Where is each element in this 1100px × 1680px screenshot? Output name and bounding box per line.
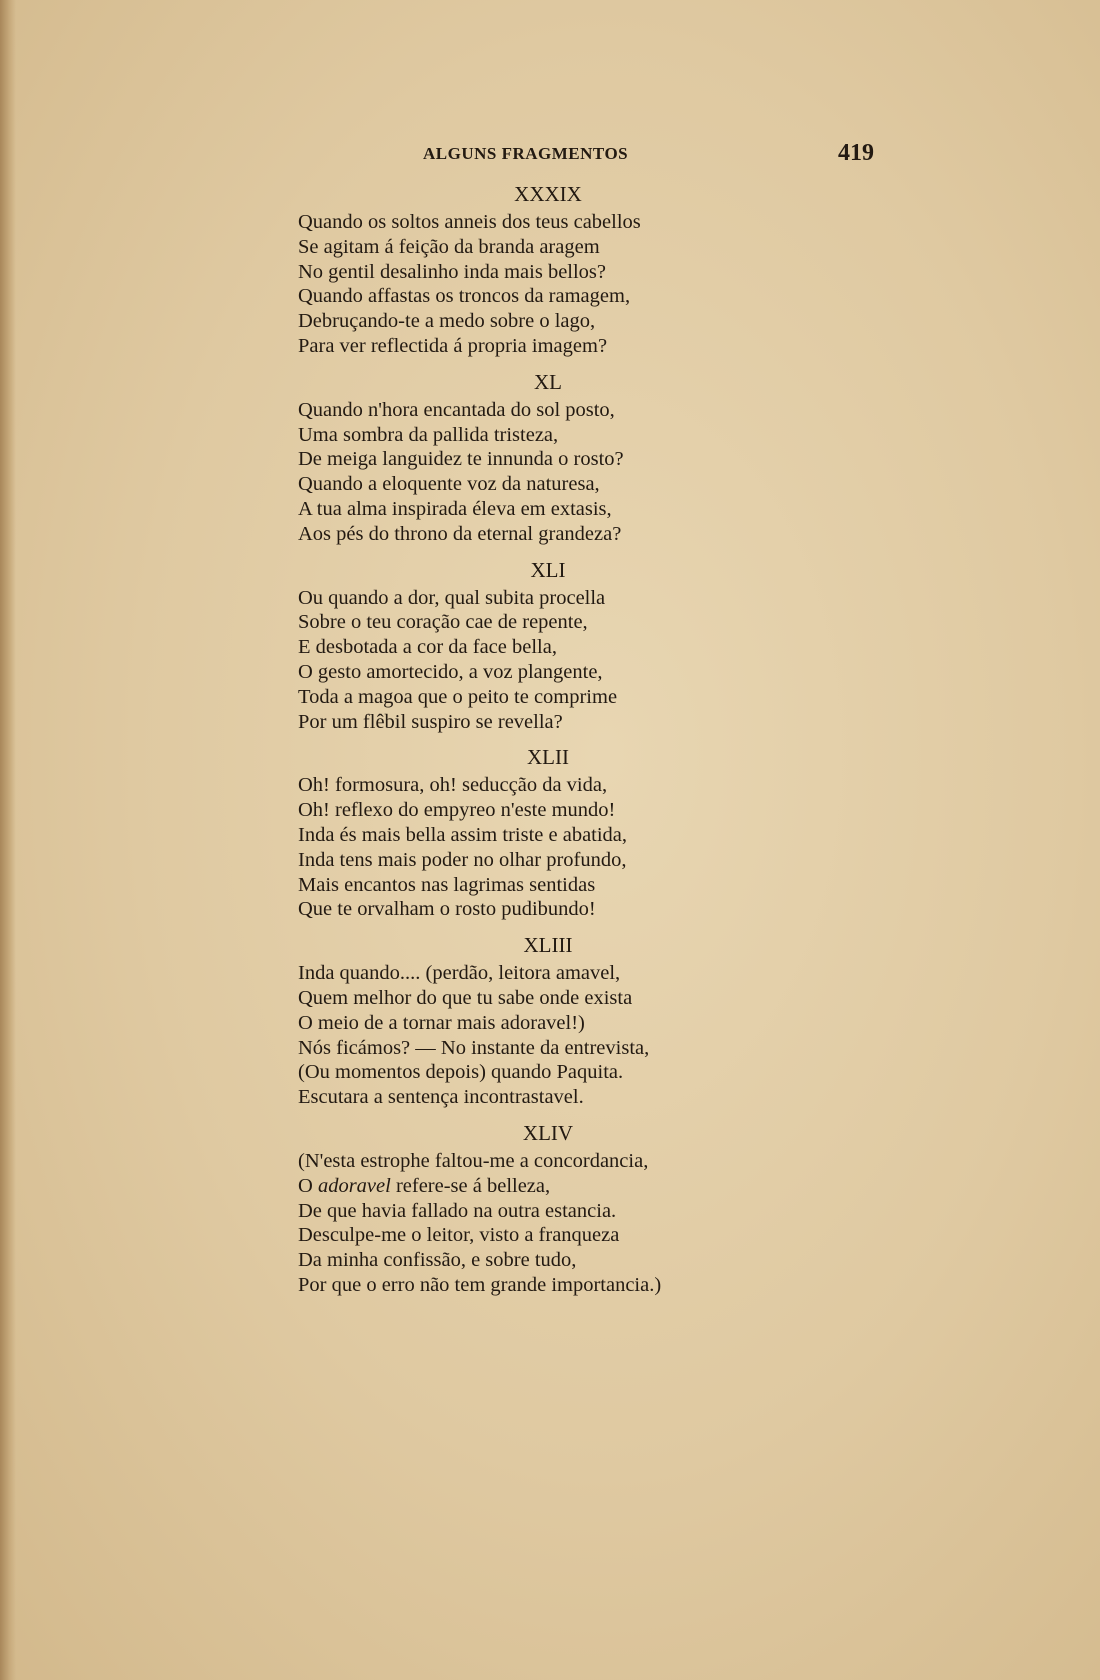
page-header (0, 140, 1100, 170)
verse-line: Quando affastas os troncos da ramagem, (298, 285, 631, 308)
verse-line: Inda quando.... (perdão, leitora amavel, (298, 962, 621, 985)
stanza-numeral: XLIV (522, 1120, 574, 1145)
verse-line: Quando os soltos anneis dos teus cabellos (298, 211, 641, 233)
verse-text: O (298, 1174, 313, 1197)
verse-text: refere-se á belleza, (395, 1174, 551, 1197)
poem-body (298, 178, 768, 1298)
verse-line: Desculpe-me o leitor, visto a franqueza (298, 1224, 620, 1247)
stanza-xli (298, 554, 768, 735)
verse-line: Uma sombra da pallida tristeza, (298, 423, 559, 446)
verse-line: Oh! reflexo do empyreo n'este mundo! (298, 799, 616, 822)
page-number: 419 (838, 140, 874, 166)
verse-line: (N'esta estrophe faltou-me a concordancia, (298, 1149, 649, 1172)
stanza-xxxix (298, 178, 768, 359)
verse-line: O meio de a tornar mais adoravel!) (298, 1011, 585, 1034)
verse-line: A tua alma inspirada éleva em extasis, (298, 497, 612, 520)
verse-line: Escutara a sentença incontrastavel. (298, 1086, 584, 1109)
verse-line: Sobre o teu coração cae de repente, (298, 611, 588, 634)
stanza-numeral: XL (534, 369, 562, 394)
running-title: ALGUNS FRAGMENTOS (423, 144, 629, 163)
verse-line: Oh! formosura, oh! seducção da vida, (298, 774, 608, 797)
stanza-xliii (298, 929, 768, 1110)
verse-line: O gesto amortecido, a voz plangente, (298, 660, 603, 683)
verse-line: De meiga languidez te innunda o rosto? (298, 448, 624, 471)
stanza-numeral: XLII (527, 745, 569, 770)
verse-line: Se agitam á feição da branda aragem (298, 235, 600, 258)
page-spine-shadow (0, 0, 16, 1680)
verse-line (298, 1174, 768, 1199)
verse-line: E desbotada a cor da face bella, (298, 636, 557, 659)
verse-line: Da minha confissão, e sobre tudo, (298, 1249, 577, 1272)
verse-line: (Ou momentos depois) quando Paquita. (298, 1061, 624, 1084)
verse-line: Por um flêbil suspiro se revella? (298, 710, 563, 733)
verse-line: Toda a magoa que o peito te comprime (298, 685, 618, 708)
verse-line: Ou quando a dor, qual subita procella (298, 586, 606, 609)
verse-line: Nós ficámos? — No instante da entrevista, (298, 1036, 650, 1059)
verse-line: Mais encantos nas lagrimas sentidas (298, 873, 596, 896)
stanza-xliv (298, 1117, 768, 1298)
verse-line: Debruçando-te a medo sobre o lago, (298, 310, 596, 333)
stanza-numeral: XLIII (523, 933, 573, 958)
verse-line: Aos pés do throno da eternal grandeza? (298, 522, 622, 545)
stanza-xl (298, 366, 768, 547)
verse-line: De que havia fallado na outra estancia. (298, 1199, 617, 1222)
verse-line: Para ver reflectida á propria imagem? (298, 334, 608, 357)
verse-line: Inda tens mais poder no olhar profundo, (298, 848, 627, 871)
verse-line: Inda és mais bella assim triste e abatida, (298, 823, 628, 846)
verse-line: Quando a eloquente voz da naturesa, (298, 473, 600, 496)
stanza-numeral: XLI (530, 557, 566, 582)
verse-line: No gentil desalinho inda mais bellos? (298, 260, 607, 283)
stanza-xlii (298, 741, 768, 922)
verse-line: Que te orvalham o rosto pudibundo! (298, 898, 596, 921)
italic-word: adoravel (317, 1174, 391, 1197)
verse-line: Quando n'hora encantada do sol posto, (298, 398, 615, 421)
stanza-numeral: XXXIX (514, 182, 582, 206)
verse-line: Por que o erro não tem grande importancia.) (298, 1273, 662, 1296)
verse-line: Quem melhor do que tu sabe onde exista (298, 986, 633, 1009)
